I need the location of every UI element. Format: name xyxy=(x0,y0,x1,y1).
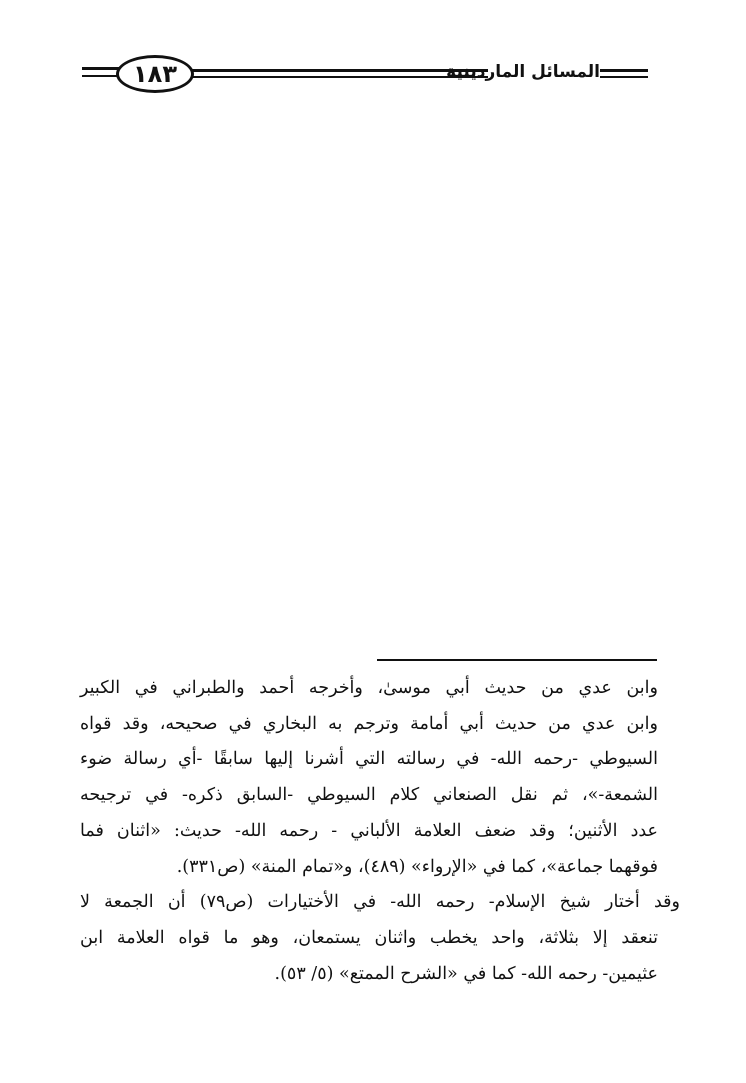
footnote-line: السيوطي -رحمه الله- في رسالته التي أشرنا إليها سابقًا -أي رسالة ضوء xyxy=(80,749,658,770)
footnote-separator xyxy=(377,659,657,661)
footnote-line: عثيمين- رحمه الله- كما في «الشرح الممتع» (٥/ ٥٣). xyxy=(274,963,658,984)
header-rule-right xyxy=(596,69,648,72)
header-rule-middle xyxy=(188,69,488,72)
page-header xyxy=(0,0,746,110)
running-title: المسائل الماردينية xyxy=(446,62,600,82)
header-rule-middle-thin xyxy=(188,76,488,78)
footnote-line: فوقهما جماعة»، كما في «الإرواء» (٤٨٩)، و«تمام المنة» (ص٣٣١). xyxy=(176,856,658,877)
page-number: ١٨٣ xyxy=(116,55,194,93)
footnote-line: وابن عدي من حديث أبي أمامة وترجم به البخاري في صحيحه، وقد قواه xyxy=(80,713,658,734)
footnote-line: تنعقد إلا بثلاثة، واحد يخطب واثنان يستمعان، وهو ما قواه العلامة ابن xyxy=(80,927,658,948)
header-rule-right-thin xyxy=(596,76,648,78)
footnotes xyxy=(80,671,680,992)
footnote-line: عدد الأثنين؛ وقد ضعف العلامة الألباني - رحمه الله- حديث: «اثنان فما xyxy=(80,820,658,841)
footnote-line: وابن عدي من حديث أبي موسىٰ، وأخرجه أحمد والطبراني في الكبير xyxy=(80,678,658,698)
footnote-line: الشمعة-»، ثم نقل الصنعاني كلام السيوطي -السابق ذكره- في ترجيحه xyxy=(80,785,658,806)
footnote-line: وقد أختار شيخ الإسلام- رحمه الله- في الأختيارات (ص٧٩) أن الجمعة لا xyxy=(80,892,680,913)
